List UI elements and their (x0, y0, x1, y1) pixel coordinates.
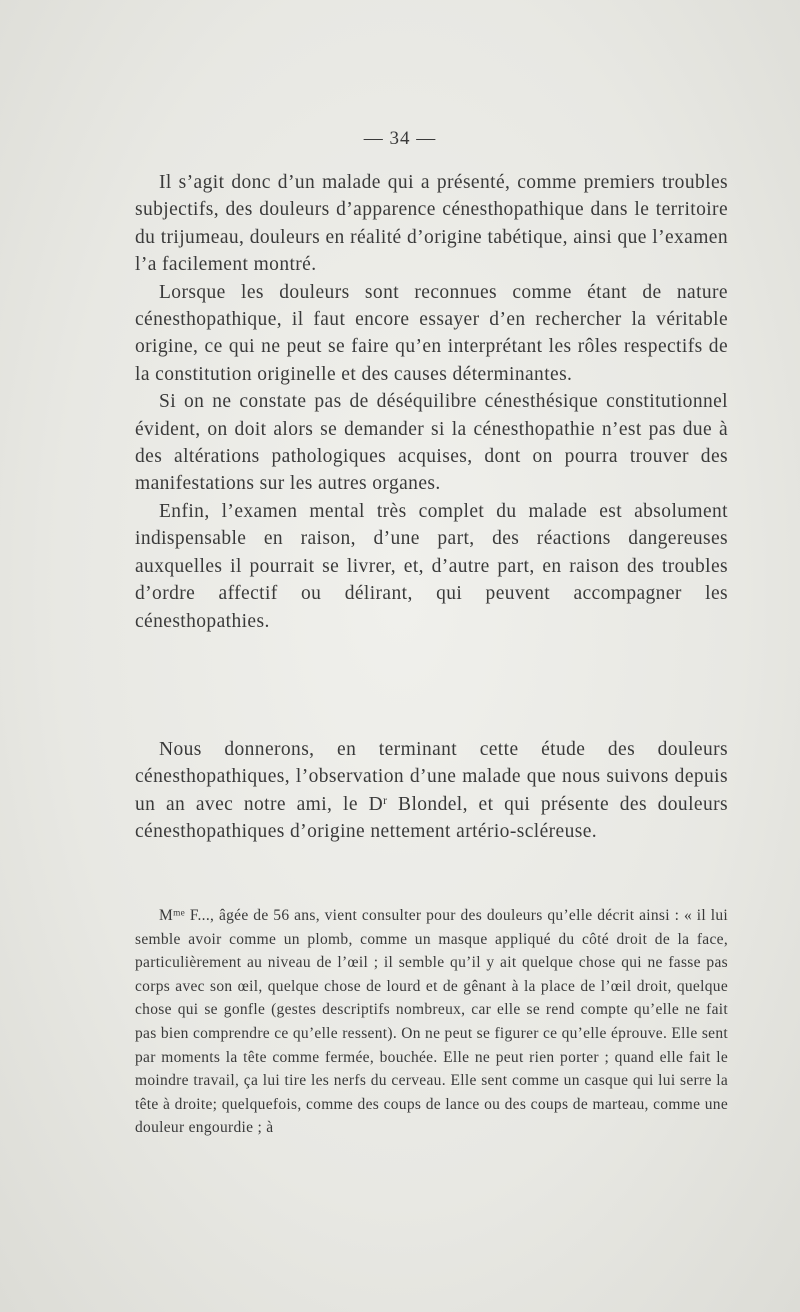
page-number: — 34 — (363, 128, 437, 149)
doctor-abbrev-sup: r (383, 793, 388, 807)
case-report-text: F..., âgée de 56 ans, vient consulter pour des douleurs qu’elle décrit ainsi : « il lui semble avoir comme un plomb, comme un masque appliqué du côté droit de la face, particulièrement au niveau de l’œil ; il semble qu’il y ait quelque chose qui ne fasse pas corps avec son œil, quelque chose de lourd et de gênant à la place de l’œil droit, quelque chose qui se gonfle (gestes descriptifs nombreux, car elle se rend compte qu’elle ne fait pas bien comprendre ce qu’elle ressent). On ne peut se figurer ce qu’elle éprouve. Elle sent par moments la tête comme fermée, bouchée. Elle ne peut rien porter ; quand elle fait le moindre travail, ça lui tire les nerfs du cerveau. Elle sent comme un casque qui lui serre la tête à droite; quelquefois, comme des coups de lance ou des coups de marteau, comme une douleur engourdie ; à (135, 907, 728, 1137)
case-report-paragraph (135, 904, 728, 1140)
title-prefix-sup: me (173, 908, 186, 919)
case-report-block (135, 904, 728, 1140)
observation-intro-block (135, 736, 728, 846)
paragraph: Lorsque les douleurs sont reconnues comme étant de nature cénesthopathique, il faut encore essayer d’en rechercher la véritable origine, ce qui ne peut se faire qu’en interprétant les rôles respectifs de la constitution originelle et des causes déterminantes. (135, 281, 728, 385)
paragraph: Enfin, l’examen mental très complet du malade est absolument indispensable en raison, d’une part, des réactions dangereuses auxquelles il pourrait se livrer, et, d’autre part, en raison des troubles d’ordre affectif ou délirant, qui peuvent accompagner les cénesthopathies. (135, 500, 728, 632)
paragraph: Si on ne constate pas de déséquilibre cénesthésique constitutionnel évident, on doit alors se demander si la cénesthopathie n’est pas due à des altérations pathologiques acquises, dont on pourra trouver des manifestations sur les autres organes. (135, 391, 728, 495)
paragraph: Il s’agit donc d’un malade qui a présenté, comme premiers troubles subjectifs, des douleurs d’apparence cénesthopathique dans le territoire du trijumeau, douleurs en réalité d’origine tabétique, ainsi que l’examen l’a facilement montré. (135, 172, 728, 276)
title-prefix: M (159, 907, 174, 924)
observation-text-start: Nous donnerons, en terminant cette étude des douleurs cénesthopathiques, l’observation d’une malade que nous suivons depuis un an avec notre ami, le D (135, 739, 728, 815)
paragraph-observation (135, 736, 728, 846)
main-text-block (135, 169, 728, 635)
observation-text-end: Blondel, et qui présente des douleurs cénesthopathiques d’origine nettement artério-scléreuse. (135, 793, 728, 843)
